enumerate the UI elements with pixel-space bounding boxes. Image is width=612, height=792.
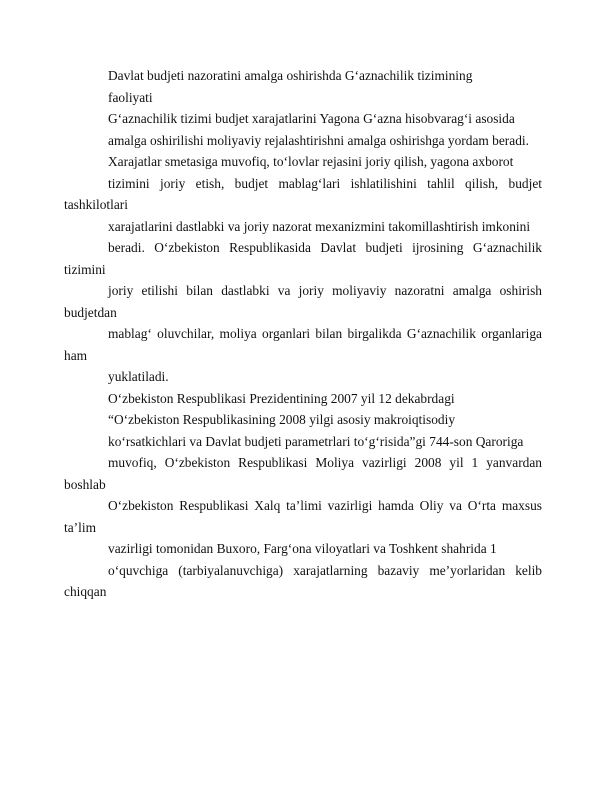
text-line: Xarajatlar smetasiga muvofiq, to‘lovlar rejasini joriy qilish, yagona axborot bbox=[108, 154, 514, 169]
text-line: G‘aznachilik tizimi budjet xarajatlarini Yagona G‘azna hisobvarag‘i asosida bbox=[108, 111, 515, 126]
text-line: O‘zbekiston Respublikasi Prezidentining 2007 yil 12 dekabrdagi bbox=[108, 390, 455, 406]
text-line: xarajatlarini dastlabki va joriy nazorat mexanizmini takomillashtirish imkonini bbox=[108, 218, 531, 234]
text-line: tizimini joriy etish, budjet mablag‘lari ishlatilishini tahlil qilish, budjet tashkilotlari bbox=[64, 175, 542, 212]
text-line: muvofiq, O‘zbekiston Respublikasi Moliya vazirligi 2008 yil 1 yanvardan boshlab bbox=[64, 455, 542, 492]
text-line: o‘quvchiga (tarbiyalanuvchiga) xarajatlarning bazaviy me’yorlaridan kelib chiqqan bbox=[64, 562, 542, 599]
text-line: faoliyati bbox=[108, 89, 153, 105]
text-line: beradi. O‘zbekiston Respublikasida Davlat budjeti ijrosining G‘aznachilik tizimini bbox=[64, 240, 542, 277]
text-line: amalga oshirilishi moliyaviy rejalashtirishni amalga oshirishga yordam beradi. bbox=[108, 132, 529, 148]
text-line: joriy etilishi bilan dastlabki va joriy moliyaviy nazoratni amalga oshirish budjetdan bbox=[64, 283, 542, 320]
text-line: yuklatiladi. bbox=[108, 369, 169, 384]
text-line: vazirligi tomonidan Buxoro, Farg‘ona viloyatlari va Toshkent shahrida 1 bbox=[108, 541, 497, 556]
text-line: mablag‘ oluvchilar, moliya organlari bilan birgalikda G‘aznachilik organlariga ham bbox=[64, 326, 542, 363]
text-line: ko‘rsatkichlari va Davlat budjeti parametrlari to‘g‘risida”gi 744-son Qaroriga bbox=[108, 433, 524, 449]
text-line: Davlat budjeti nazoratini amalga oshirishda G‘aznachilik tizimining bbox=[108, 68, 473, 83]
document-body bbox=[64, 65, 542, 603]
text-line: O‘zbekiston Respublikasi Xalq ta’limi vazirligi hamda Oliy va O‘rta maxsus ta’lim bbox=[64, 498, 542, 535]
text-line: “O‘zbekiston Respublikasining 2008 yilgi asosiy makroiqtisodiy bbox=[108, 412, 456, 427]
